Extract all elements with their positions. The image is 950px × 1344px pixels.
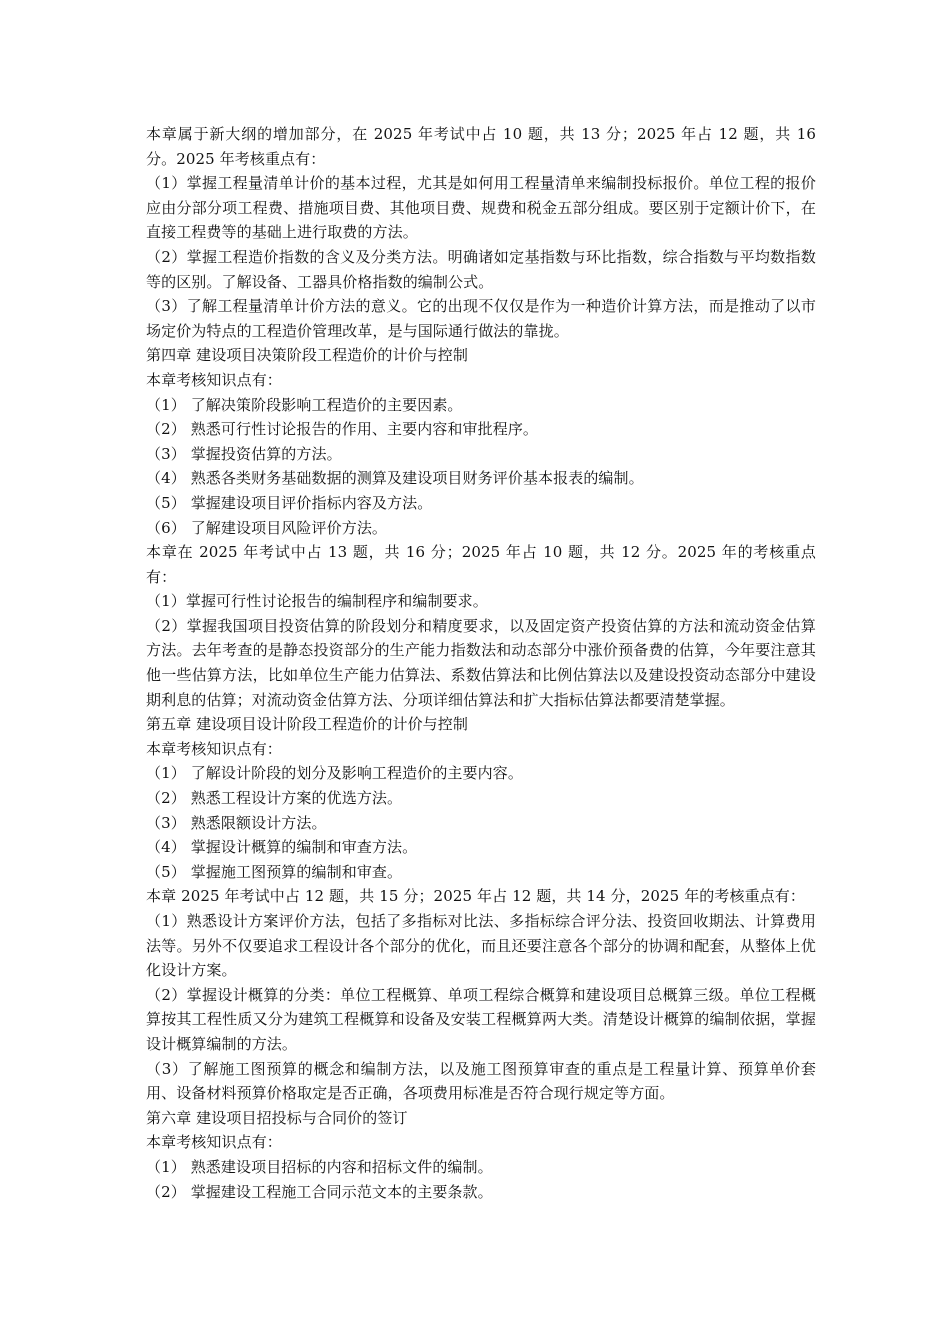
list-item: （2）掌握我国项目投资估算的阶段划分和精度要求，以及固定资产投资估算的方法和流动资金估算方法。去年考查的是静态投资部分的生产能力指数法和动态部分中涨价预备费的估算，今年要注意其他一些估算方法，比如单位生产能力估算法、系数估算法和比例估算法以及建设投资动态部分中建设期利息的估算；对流动资金估算方法、分项详细估算法和扩大指标估算法都要清楚掌握。 bbox=[146, 616, 816, 709]
list-item: （6） 了解建设项目风险评价方法。 bbox=[146, 518, 388, 537]
list-item: （5） 掌握施工图预算的编制和审查。 bbox=[146, 862, 403, 881]
list-item: （3）了解施工图预算的概念和编制方法，以及施工图预算审查的重点是工程量计算、预算单价套用、设备材料预算价格取定是否正确，各项费用标准是否符合现行规定等方面。 bbox=[146, 1059, 816, 1103]
chapter-5-heading: 第五章 建设项目设计阶段工程造价的计价与控制 bbox=[146, 715, 468, 734]
list-item: （1） 了解设计阶段的划分及影响工程造价的主要内容。 bbox=[146, 764, 523, 783]
list-item: （5） 掌握建设项目评价指标内容及方法。 bbox=[146, 493, 433, 512]
list-item: （1） 了解决策阶段影响工程造价的主要因素。 bbox=[146, 395, 463, 414]
document-body bbox=[146, 122, 816, 1204]
list-item: （2）掌握设计概算的分类：单位工程概算、单项工程综合概算和建设项目总概算三级。单位工程概算按其工程性质又分为建筑工程概算和设备及安装工程概算两大类。清楚设计概算的编制依据，掌握设计概算编制的方法。 bbox=[146, 985, 816, 1053]
chapter-4-heading: 第四章 建设项目决策阶段工程造价的计价与控制 bbox=[146, 346, 468, 365]
list-item: （2）掌握工程造价指数的含义及分类方法。明确诸如定基指数与环比指数，综合指数与平均数指数等的区别。了解设备、工器具价格指数的编制公式。 bbox=[146, 247, 816, 291]
list-item: （1）掌握工程量清单计价的基本过程，尤其是如何用工程量清单来编制投标报价。单位工程的报价应由分部分项工程费、措施项目费、其他项目费、规费和税金五部分组成。要区别于定额计价下，在直接工程费等的基础上进行取费的方法。 bbox=[146, 174, 816, 242]
list-item: （1）熟悉设计方案评价方法，包括了多指标对比法、多指标综合评分法、投资回收期法、计算费用法等。另外不仅要追求工程设计各个部分的优化，而且还要注意各个部分的协调和配套，从整体上优化设计方案。 bbox=[146, 912, 816, 980]
chapter-6-heading: 第六章 建设项目招投标与合同价的签订 bbox=[146, 1108, 408, 1127]
list-item: （1）掌握可行性讨论报告的编制程序和编制要求。 bbox=[146, 592, 488, 611]
section-label: 本章考核知识点有： bbox=[146, 739, 282, 758]
list-item: （2） 掌握建设工程施工合同示范文本的主要条款。 bbox=[146, 1182, 493, 1201]
section-label: 本章考核知识点有： bbox=[146, 1133, 282, 1152]
list-item: （3） 掌握投资估算的方法。 bbox=[146, 444, 342, 463]
list-item: （4） 掌握设计概算的编制和审查方法。 bbox=[146, 838, 418, 857]
list-item: （2） 熟悉可行性讨论报告的作用、主要内容和审批程序。 bbox=[146, 420, 539, 439]
list-item: （1） 熟悉建设项目招标的内容和招标文件的编制。 bbox=[146, 1157, 493, 1176]
section-label: 本章考核知识点有： bbox=[146, 370, 282, 389]
list-item: （2） 熟悉工程设计方案的优选方法。 bbox=[146, 789, 403, 808]
list-item: （3） 熟悉限额设计方法。 bbox=[146, 813, 327, 832]
list-item: （3）了解工程量清单计价方法的意义。它的出现不仅仅是作为一种造价计算方法，而是推动了以市场定价为特点的工程造价管理改革，是与国际通行做法的靠拢。 bbox=[146, 297, 816, 340]
exam-summary: 本章在 2025 年考试中占 13 题，共 16 分；2025 年占 10 题，共 12 分。2025 年的考核重点有： bbox=[146, 543, 816, 586]
list-item: （4） 熟悉各类财务基础数据的测算及建设项目财务评价基本报表的编制。 bbox=[146, 469, 644, 488]
paragraph-intro: 本章属于新大纲的增加部分，在 2025 年考试中占 10 题，共 13 分；2025 年占 12 题，共 16 分。2025 年考核重点有： bbox=[146, 125, 816, 168]
exam-summary: 本章 2025 年考试中占 12 题，共 15 分；2025 年占 12 题，共 14 分，2025 年的考核重点有： bbox=[146, 887, 805, 906]
